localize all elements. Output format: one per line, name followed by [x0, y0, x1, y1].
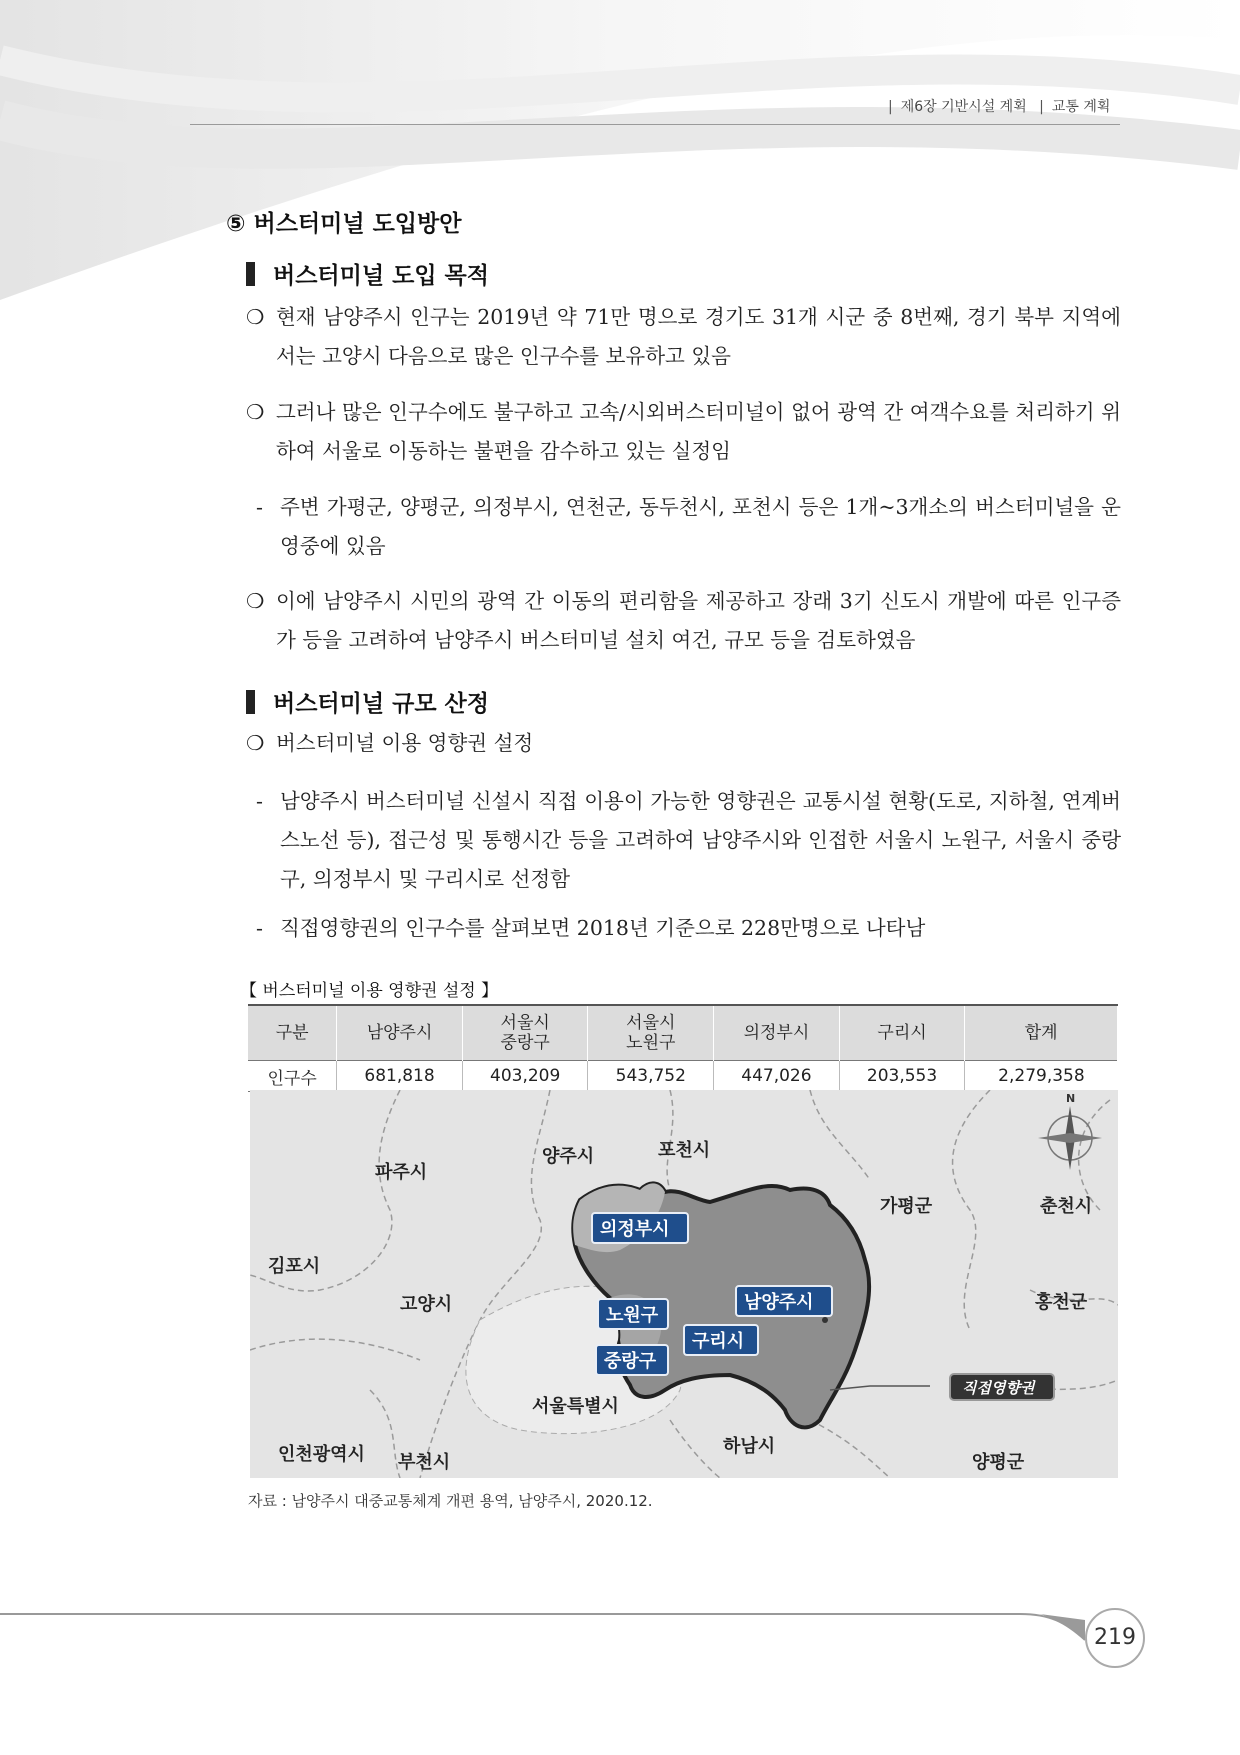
map-point	[822, 1317, 828, 1323]
circle-bullet-icon: ❍	[246, 305, 265, 329]
map-label-namyangju: 남양주시	[744, 1292, 814, 1313]
dash-item-3-text: 직접영향권의 인구수를 살펴보면 2018년 기준으로 228만명으로 나타남	[280, 916, 926, 940]
table-header-line: 노원구	[626, 1033, 676, 1053]
table-header-line: 중랑구	[500, 1033, 550, 1053]
paragraph-1-text: 현재 남양주시 인구는 2019년 약 71만 명으로 경기도 31개 시군 중 8번째, 경기 북부 지역에서는 고양시 다음으로 많은 인구수를 보유하고 있음	[276, 305, 1121, 368]
subheading-purpose	[246, 257, 489, 290]
dash-item-1-text: 주변 가평군, 양평군, 의정부시, 연천군, 동두천시, 포천시 등은 1개~3개소의 버스터미널을 운영중에 있음	[280, 495, 1121, 558]
heading-marker	[246, 262, 255, 286]
map-label-gimpo: 김포시	[268, 1256, 321, 1277]
table-header-cell	[462, 1005, 588, 1061]
paragraph-2-text: 그러나 많은 인구수에도 불구하고 고속/시외버스터미널이 없어 광역 간 여객수요를 처리하기 위하여 서울로 이동하는 불편을 감수하고 있는 실정임	[276, 400, 1121, 463]
table-header-cell: 남양주시	[337, 1005, 463, 1061]
subheading-scale-text: 버스터미널 규모 산정	[273, 691, 489, 717]
paragraph-4-text: 버스터미널 이용 영향권 설정	[276, 731, 534, 755]
map-label-seoul: 서울특별시	[532, 1396, 619, 1417]
map-label-incheon: 인천광역시	[278, 1444, 365, 1465]
header-background	[0, 0, 1240, 330]
population-table	[248, 1004, 1118, 1092]
table-caption: 【 버스터미널 이용 영향권 설정 】	[240, 981, 499, 1001]
chapter-label: 제6장 기반시설 계획	[900, 99, 1027, 115]
dash-item-3	[256, 909, 1121, 948]
paragraph-1	[246, 298, 1121, 376]
subheading-scale	[246, 685, 489, 718]
map-label-hanam: 하남시	[723, 1436, 776, 1457]
table-header-cell: 구리시	[839, 1005, 965, 1061]
page-number: 219	[1085, 1608, 1145, 1668]
influence-area-map	[250, 1090, 1118, 1478]
map-label-paju: 파주시	[375, 1162, 428, 1183]
table-header-cell	[588, 1005, 714, 1061]
table-header-cell: 구분	[248, 1005, 337, 1061]
map-label-yangpyeong: 양평군	[972, 1452, 1025, 1473]
subheading-purpose-text: 버스터미널 도입 목적	[273, 263, 489, 289]
circle-bullet-icon: ❍	[246, 731, 265, 755]
map-label-guri: 구리시	[692, 1331, 745, 1352]
header-rule	[190, 124, 1120, 125]
source-note: 자료 : 남양주시 대중교통체계 개편 용역, 남양주시, 2020.12.	[248, 1492, 653, 1510]
heading-marker	[246, 690, 255, 714]
dash-item-2-text: 남양주시 버스터미널 신설시 직접 이용이 가능한 영향권은 교통시설 현황(도로, 지하철, 연계버스노선 등), 접근성 및 통행시간 등을 고려하여 남양주시와 인접한 서울시 노원구, 서울시 중랑구, 의정부시 및 구리시로 선정함	[280, 789, 1121, 891]
map-label-pocheon: 포천시	[658, 1140, 711, 1161]
map-label-gapyeong: 가평군	[880, 1196, 933, 1217]
map-label-uijeongbu: 의정부시	[600, 1219, 670, 1240]
section-title: ⑤ 버스터미널 도입방안	[226, 211, 462, 237]
table-cell: 203,553	[839, 1061, 965, 1092]
footer-decoration	[0, 1600, 1240, 1680]
map-label-jungnang: 중랑구	[604, 1351, 657, 1372]
dash-bullet: -	[256, 495, 263, 519]
dash-item-2	[256, 782, 1121, 899]
paragraph-3	[246, 582, 1121, 660]
map-label-yangju: 양주시	[542, 1146, 595, 1167]
map-label-nowon: 노원구	[606, 1305, 659, 1326]
dash-item-1	[256, 488, 1121, 566]
map-label-bucheon: 부천시	[398, 1452, 451, 1473]
table-cell: 543,752	[588, 1061, 714, 1092]
circle-bullet-icon: ❍	[246, 400, 265, 424]
circle-bullet-icon: ❍	[246, 589, 265, 613]
map-label-goyang: 고양시	[400, 1294, 453, 1315]
running-header: | 제6장 기반시설 계획 | 교통 계획	[888, 99, 1111, 115]
table-cell: 2,279,358	[965, 1061, 1118, 1092]
table-cell: 447,026	[714, 1061, 840, 1092]
section-label: 교통 계획	[1051, 99, 1111, 115]
table-cell: 681,818	[337, 1061, 463, 1092]
paragraph-2	[246, 393, 1121, 471]
dash-bullet: -	[256, 789, 263, 813]
map-label-hongcheon: 홍천군	[1035, 1292, 1088, 1313]
table-cell: 403,209	[462, 1061, 588, 1092]
paragraph-3-text: 이에 남양주시 시민의 광역 간 이동의 편리함을 제공하고 장래 3기 신도시 개발에 따른 인구증가 등을 고려하여 남양주시 버스터미널 설치 여건, 규모 등을 검토하였음	[276, 589, 1121, 652]
legend-label: 직접영향권	[962, 1379, 1035, 1397]
table-header-row	[248, 1005, 1118, 1061]
table-header-cell: 의정부시	[714, 1005, 840, 1061]
compass-north-label: N	[1066, 1092, 1076, 1105]
table-header-line: 서울시	[500, 1013, 550, 1033]
paragraph-4	[246, 724, 1121, 763]
table-header-line: 서울시	[626, 1013, 676, 1033]
table-header-cell: 합계	[965, 1005, 1118, 1061]
table-cell: 인구수	[248, 1061, 337, 1092]
dash-bullet: -	[256, 916, 263, 940]
map-label-chuncheon: 춘천시	[1040, 1196, 1093, 1217]
table-row	[248, 1061, 1118, 1092]
